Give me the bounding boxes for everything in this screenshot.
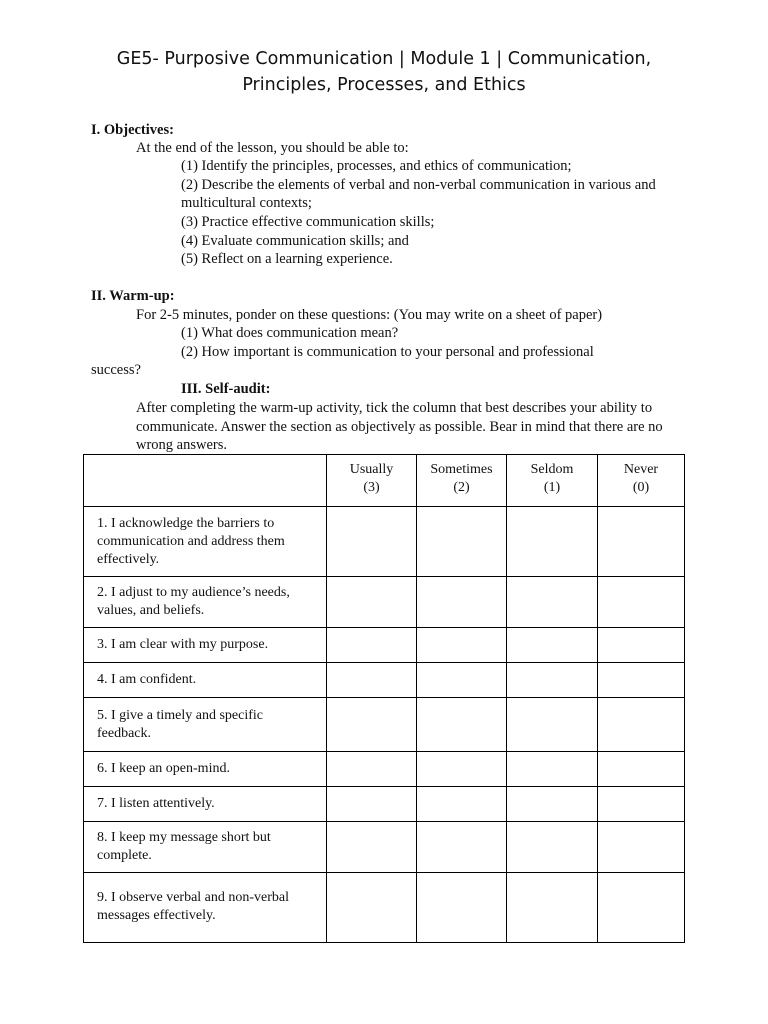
statement-9: 9. I observe verbal and non-verbal messages effectively. <box>84 872 327 942</box>
table-row <box>84 786 685 821</box>
table-row <box>84 577 685 628</box>
tick-cell-sometimes[interactable] <box>417 786 507 821</box>
tick-cell-usually[interactable] <box>327 751 417 786</box>
warmup-question-2-continued: success? <box>91 362 141 378</box>
tick-cell-usually[interactable] <box>327 507 417 577</box>
tick-cell-sometimes[interactable] <box>417 577 507 628</box>
self-audit-table <box>83 454 685 943</box>
statement-2: 2. I adjust to my audience’s needs, values, and beliefs. <box>84 577 327 628</box>
tick-cell-usually[interactable] <box>327 786 417 821</box>
tick-cell-never[interactable] <box>598 698 685 751</box>
warmup-question-1: (1) What does communication mean? <box>181 325 399 341</box>
warmup-heading: II. Warm-up: <box>91 288 175 304</box>
tick-cell-usually[interactable] <box>327 698 417 751</box>
header-blank-cell <box>84 455 327 507</box>
column-header-never: Never (0) <box>598 455 685 507</box>
tick-cell-sometimes[interactable] <box>417 698 507 751</box>
tick-cell-sometimes[interactable] <box>417 628 507 663</box>
selfaudit-instructions: After completing the warm-up activity, tick the column that best describes your ability to communicate. Answer the section as objectively as possible. Bear in mind that there are no wrong answers. <box>136 400 663 453</box>
tick-cell-sometimes[interactable] <box>417 821 507 872</box>
statement-1: 1. I acknowledge the barriers to communication and address them effectively. <box>84 507 327 577</box>
objective-item-5: (5) Reflect on a learning experience. <box>181 251 393 267</box>
tick-cell-seldom[interactable] <box>507 786 598 821</box>
objective-item-3: (3) Practice effective communication skills; <box>181 214 435 230</box>
tick-cell-usually[interactable] <box>327 821 417 872</box>
column-header-seldom: Seldom (1) <box>507 455 598 507</box>
selfaudit-heading: III. Self-audit: <box>181 381 271 397</box>
tick-cell-never[interactable] <box>598 786 685 821</box>
tick-cell-never[interactable] <box>598 872 685 942</box>
tick-cell-usually[interactable] <box>327 577 417 628</box>
statement-7: 7. I listen attentively. <box>84 786 327 821</box>
tick-cell-seldom[interactable] <box>507 872 598 942</box>
tick-cell-never[interactable] <box>598 577 685 628</box>
table-row <box>84 872 685 942</box>
tick-cell-seldom[interactable] <box>507 751 598 786</box>
statement-8: 8. I keep my message short but complete. <box>84 821 327 872</box>
warmup-intro: For 2-5 minutes, ponder on these questions: (You may write on a sheet of paper) <box>136 307 603 323</box>
title-line-2: Principles, Processes, and Ethics <box>242 75 526 95</box>
tick-cell-sometimes[interactable] <box>417 751 507 786</box>
tick-cell-sometimes[interactable] <box>417 872 507 942</box>
tick-cell-never[interactable] <box>598 507 685 577</box>
tick-cell-never[interactable] <box>598 663 685 698</box>
tick-cell-seldom[interactable] <box>507 577 598 628</box>
tick-cell-never[interactable] <box>598 628 685 663</box>
tick-cell-usually[interactable] <box>327 628 417 663</box>
table-header-row <box>84 455 685 507</box>
objective-item-1: (1) Identify the principles, processes, and ethics of communication; <box>181 158 572 174</box>
tick-cell-usually[interactable] <box>327 663 417 698</box>
tick-cell-seldom[interactable] <box>507 698 598 751</box>
tick-cell-usually[interactable] <box>327 872 417 942</box>
objective-item-2: (2) Describe the elements of verbal and non-verbal communication in various and multicultural contexts; <box>181 177 656 211</box>
table-row <box>84 663 685 698</box>
objectives-heading: I. Objectives: <box>91 122 174 138</box>
warmup-question-2: (2) How important is communication to your personal and professional <box>181 344 594 360</box>
table-row <box>84 698 685 751</box>
statement-5: 5. I give a timely and specific feedback. <box>84 698 327 751</box>
objectives-intro: At the end of the lesson, you should be able to: <box>136 140 409 156</box>
statement-6: 6. I keep an open-mind. <box>84 751 327 786</box>
column-header-sometimes: Sometimes (2) <box>417 455 507 507</box>
statement-3: 3. I am clear with my purpose. <box>84 628 327 663</box>
table-row <box>84 628 685 663</box>
tick-cell-sometimes[interactable] <box>417 507 507 577</box>
tick-cell-never[interactable] <box>598 821 685 872</box>
table-row <box>84 751 685 786</box>
table-row <box>84 507 685 577</box>
column-header-usually: Usually (3) <box>327 455 417 507</box>
tick-cell-seldom[interactable] <box>507 821 598 872</box>
tick-cell-never[interactable] <box>598 751 685 786</box>
page-title <box>0 46 768 98</box>
table-row <box>84 821 685 872</box>
tick-cell-seldom[interactable] <box>507 663 598 698</box>
objective-item-4: (4) Evaluate communication skills; and <box>181 233 409 249</box>
tick-cell-seldom[interactable] <box>507 628 598 663</box>
tick-cell-seldom[interactable] <box>507 507 598 577</box>
title-line-1: GE5- Purposive Communication | Module 1 | Communication, <box>116 49 652 69</box>
statement-4: 4. I am confident. <box>84 663 327 698</box>
tick-cell-sometimes[interactable] <box>417 663 507 698</box>
